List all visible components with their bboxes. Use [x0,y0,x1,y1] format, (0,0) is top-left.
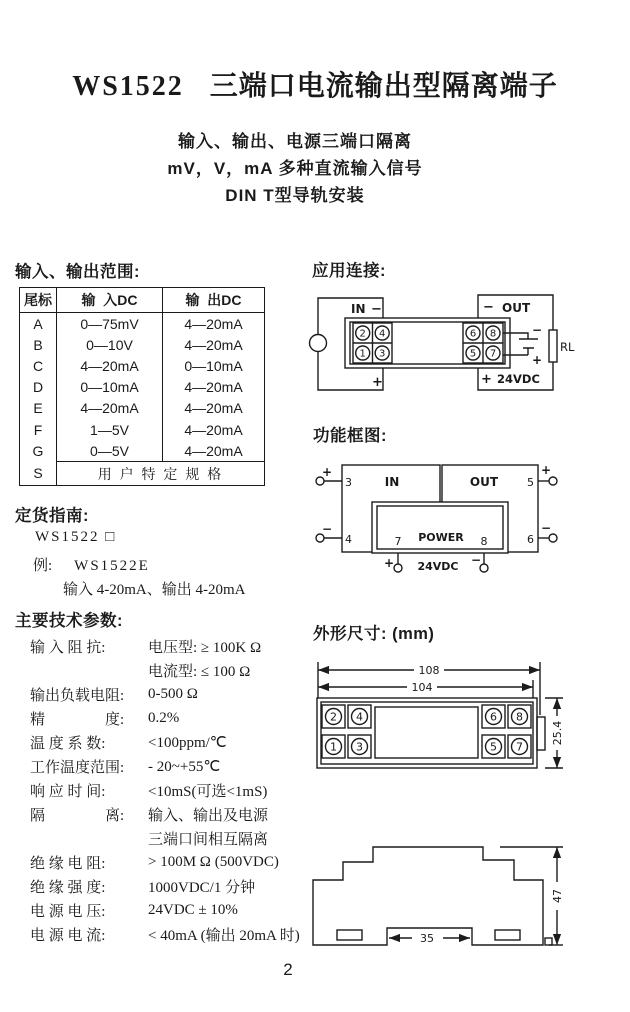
dim-width-outer: 108 [418,664,440,677]
col-header-input: 输 入DC [57,288,163,312]
param-value: 0-500 Ω [148,685,198,702]
cell-input: 4—20mA [57,355,163,376]
terminal-label: 6 [469,328,477,340]
dim-width-inner: 104 [411,681,433,694]
device-body [345,318,510,368]
cell-input: 0—75mV [57,313,163,334]
cell-output: 0—10mA [184,357,243,374]
cell-output: 4—20mA [184,442,243,459]
function-block-diagram [310,456,565,578]
param-label: 绝 缘 电 阻: [30,855,106,872]
terminal-numbers [360,329,497,360]
param-label: 工作温度范围: [30,759,125,776]
section-heading-dimensions: 外形尺寸: (mm) [313,625,435,643]
param-label: 响 应 时 间: [30,783,106,800]
cell-code: C [20,355,57,376]
terminal-label: 5 [490,740,497,754]
table-row [20,440,264,461]
section-heading-ordering: 定货指南: [15,507,89,525]
cell-code: B [20,334,57,355]
plus-sign: + [372,375,383,390]
block-outlines [316,465,557,572]
device-top-view [317,698,545,768]
terminal-label: 8 [489,328,497,340]
in-label: IN [384,475,400,489]
dim-depth: 47 [551,889,564,903]
table-row [20,398,264,419]
terminal-label: 1 [359,348,366,360]
param-label: 隔 离: [30,807,125,824]
col-header-output: 输 出DC [185,292,242,308]
dimensions-side-view [310,840,578,952]
table-row [20,377,264,398]
terminal-label: 7 [489,348,497,360]
io-range-table [19,287,265,486]
param-label: 电 源 电 流: [30,927,106,944]
power-label: POWER [418,531,464,544]
cell-input: 0—5V [57,440,163,461]
parameter-row [30,682,320,706]
minus-sign: − [540,521,552,535]
supply-label: 24VDC [417,560,459,573]
section-heading-io-range: 输入、输出范围: [15,263,140,281]
parameter-row [30,802,320,826]
terminal-label: 3 [356,740,363,754]
table-row [20,419,264,440]
device-side-profile [313,847,552,945]
parameter-row [30,922,320,946]
terminal-label: 4 [356,710,363,724]
subtitle-line: DIN T型导轨安装 [225,186,365,205]
param-value: 0.2% [148,709,180,726]
load-resistor-symbol [549,330,557,362]
table-row [20,334,264,355]
cell-code: S [20,461,57,485]
param-value: > 100M Ω (500VDC) [148,853,279,870]
cell-output: 4—20mA [184,421,243,438]
dim-height: 25.4 [551,720,564,746]
param-label: 温 度 系 数: [30,735,106,752]
table-row-custom-spec [20,461,264,485]
order-model-line: WS1522 □ [35,529,117,545]
param-value: 输入、输出及电源 [148,807,269,824]
param-value: - 20~+55℃ [148,758,221,775]
pin-label: 4 [345,533,352,546]
cell-output: 4—20mA [184,400,243,417]
section-heading-application: 应用连接: [312,262,386,280]
cell-code: E [20,398,57,419]
cell-code: G [20,440,57,461]
terminal-label: 1 [330,740,337,754]
signal-source-symbol [310,335,327,352]
pin-label: 3 [345,476,352,489]
parameter-row [30,874,320,898]
table-row [20,355,264,376]
out-label: OUT [502,301,531,315]
plus-sign: + [481,372,492,387]
pin-label: 5 [527,476,534,489]
out-label: OUT [469,475,499,489]
cell-input: 4—20mA [57,398,163,419]
product-name: 三端口电流输出型隔离端子 [209,70,558,101]
plus-sign: + [383,556,395,570]
param-label: 绝 缘 强 度: [30,879,106,896]
plus-sign: + [532,353,543,367]
minus-sign: − [321,522,333,536]
param-value: < 40mA (输出 20mA 时) [148,927,300,944]
parameter-row [30,754,320,778]
parameter-row [30,850,320,874]
cell-output: 4—20mA [184,379,243,396]
in-label: IN [351,302,366,316]
param-label: 输 入 阻 抗: [30,639,106,656]
terminal-label: 8 [516,710,523,724]
param-value: 电压型: ≥ 100K Ω [148,639,262,656]
param-label: 精 度: [30,711,125,728]
param-value: 三端口间相互隔离 [148,831,269,848]
cell-input: 1—5V [57,419,163,440]
parameter-row [30,706,320,730]
col-header-suffix: 尾标 [20,288,57,312]
page-number: 2 [283,960,293,979]
cell-custom-spec: 用 户 特 定 规 格 [57,461,264,485]
cell-code: F [20,419,57,440]
terminal-numbers [330,711,523,754]
table-header-row [20,288,264,313]
subtitle-line: 输入、输出、电源三端口隔离 [178,132,412,151]
pin-label: 7 [394,535,402,548]
dim-rail-slot: 35 [420,932,434,945]
subtitle-block [0,128,590,209]
example-model: WS1522E [74,558,150,574]
terminal-label: 2 [359,328,366,340]
section-heading-function-block: 功能框图: [313,427,387,445]
dimension-lines [389,847,563,945]
param-label: 电 源 电 压: [30,903,106,920]
pin-label: 6 [527,533,534,546]
table-row [20,313,264,334]
subtitle-line: mV，V，mA 多种直流输入信号 [167,159,423,178]
dimensions-top-view [310,652,578,774]
parameter-row [30,898,320,922]
param-label: 输出负载电阻: [30,687,125,704]
cell-code: A [20,313,57,334]
minus-sign: − [483,300,494,315]
minus-sign: − [470,553,482,567]
parameter-list [30,634,320,946]
cell-input: 0—10V [57,334,163,355]
rl-label: RL [560,340,575,354]
supply-label: 24VDC [497,372,540,386]
minus-sign: − [371,302,382,317]
page-title [0,64,630,104]
parameter-row [30,730,320,754]
cell-output: 4—20mA [184,315,243,332]
terminal-label: 7 [516,740,523,754]
terminal-label: 2 [330,710,337,724]
param-value: 24VDC ± 10% [148,901,238,918]
param-value: 1000VDC/1 分钟 [148,879,256,896]
plus-sign: + [540,463,552,477]
example-label: 例: [33,558,53,574]
parameter-row [30,634,320,658]
param-value: <100ppm/℃ [148,734,227,751]
cell-code: D [20,377,57,398]
parameter-row [30,658,320,682]
model-number: WS1522 [72,71,184,102]
plus-sign: + [321,465,333,479]
pin-label: 8 [480,535,488,548]
terminal-label: 3 [379,348,386,360]
terminal-label: 6 [490,710,497,724]
cell-input: 0—10mA [57,377,163,398]
param-value: 电流型: ≤ 100 Ω [148,663,251,680]
section-heading-parameters: 主要技术参数: [15,612,123,630]
minus-sign: − [532,323,543,337]
parameter-row [30,778,320,802]
cell-output: 4—20mA [184,336,243,353]
order-example-line [33,554,150,575]
terminal-label: 4 [379,328,386,340]
terminal-label: 5 [469,348,477,360]
application-connection-diagram [298,288,630,402]
order-example-desc: 输入 4-20mA、输出 4-20mA [63,582,246,598]
parameter-row [30,826,320,850]
param-value: <10mS(可选<1mS) [148,783,268,800]
